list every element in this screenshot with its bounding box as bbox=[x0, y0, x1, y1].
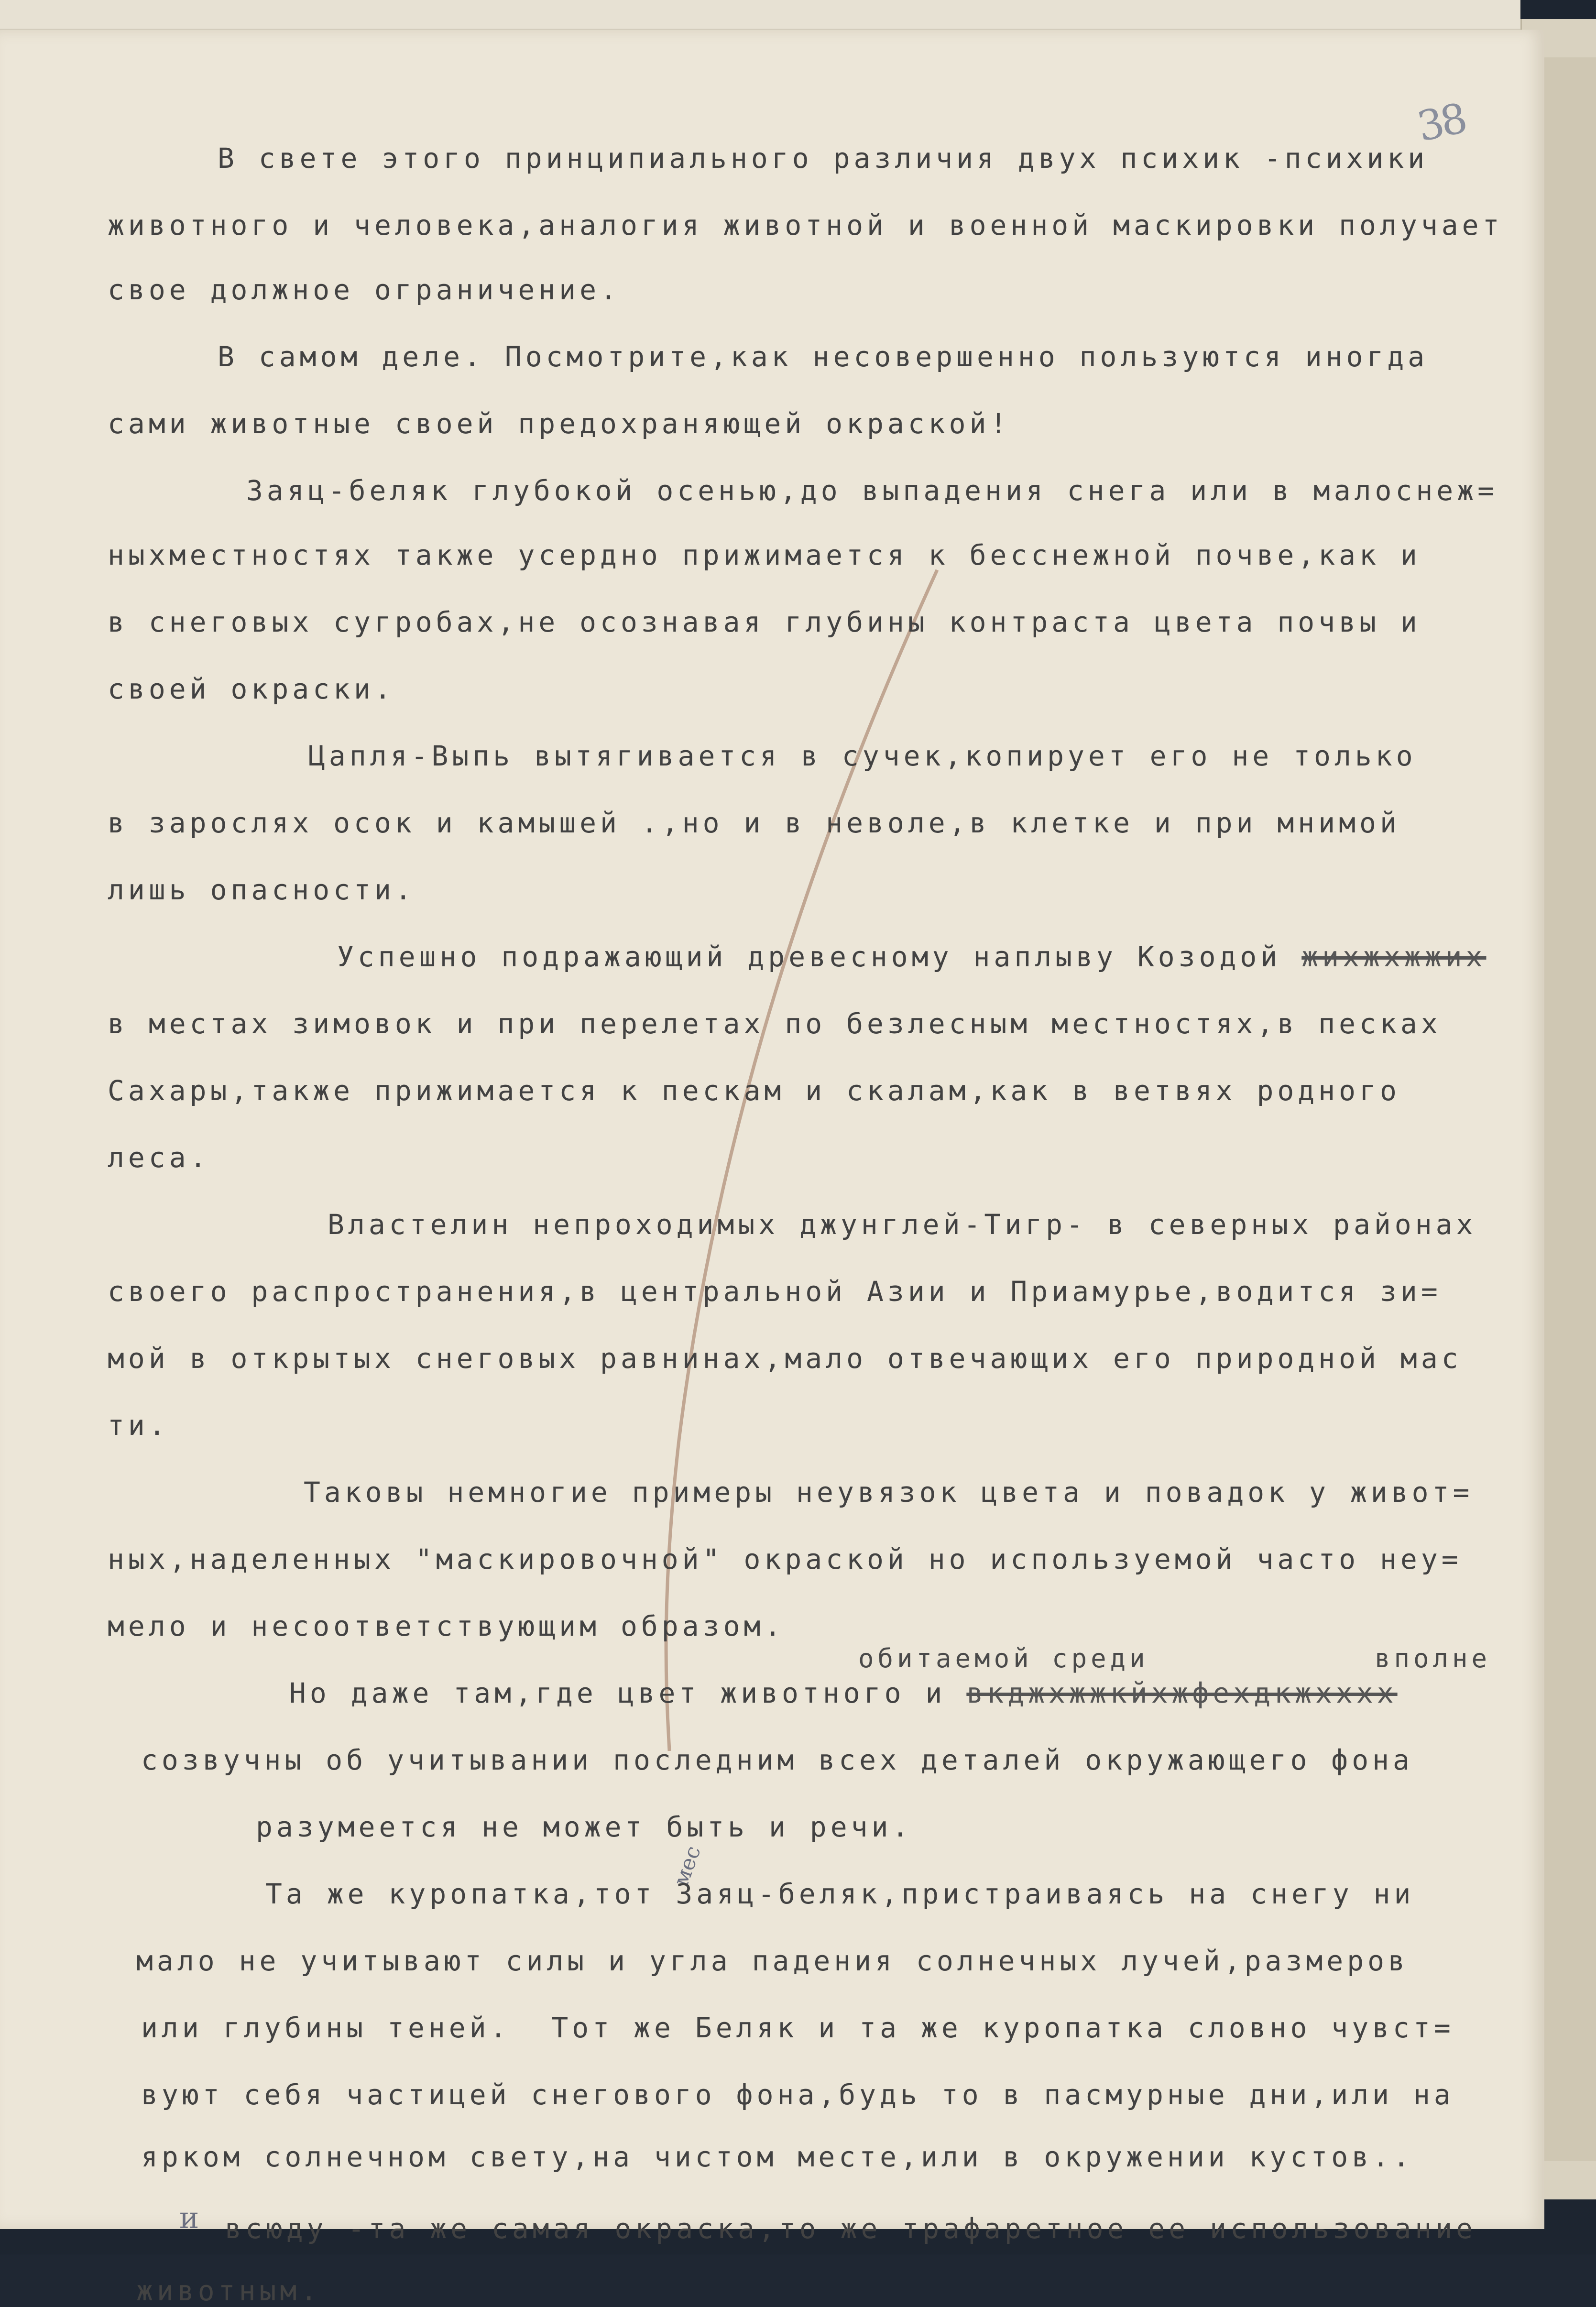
text-line: или глубины теней. Тот же Беляк и та же куропатка словно чувст= bbox=[141, 2012, 1454, 2044]
struck-word: жихжхжжих bbox=[1301, 940, 1487, 973]
text-line: животного и человека,аналогия животной и военной маскировки получает bbox=[108, 209, 1503, 241]
text-line: в снеговых сугробах,не осознавая глубины контраста цвета почвы и bbox=[108, 606, 1421, 638]
text-line bbox=[337, 940, 1487, 973]
text-line: ярком солнечном свету,на чистом месте,или в окружении кустов.. bbox=[141, 2141, 1413, 2173]
text-line: леса. bbox=[108, 1141, 210, 1174]
text-line: В самом деле. Посмотрите,как несовершенно пользуются иногда bbox=[218, 340, 1429, 373]
text-line: своего распространения,в центральной Азии и Приамурье,водится зи= bbox=[108, 1275, 1442, 1308]
text-segment: Успешно подражающий древесному наплыву Козодой bbox=[337, 940, 1281, 973]
text-line: вуют себя частицей снегового фона,будь то в пасмурные дни,или на bbox=[141, 2078, 1454, 2111]
text-line: мой в открытых снеговых равнинах,мало отвечающих его природной мас bbox=[108, 1342, 1462, 1375]
struck-phrase: вкджхжжкйхжфехдкжхххх bbox=[966, 1677, 1398, 1709]
typed-insertion: вполне bbox=[1375, 1643, 1491, 1673]
text-line: мало не учитывают силы и угла падения солнечных лучей,размеров bbox=[136, 1945, 1409, 1977]
text-line: ных,наделенных "маскировочной" окраской но используемой часто неу= bbox=[108, 1543, 1462, 1575]
text-line: в зарослях осок и камышей .,но и в неволе,в клетке и при мнимой bbox=[108, 807, 1400, 839]
text-line: животным. bbox=[136, 2274, 321, 2307]
folio-number: 38 bbox=[1413, 94, 1469, 152]
text-line: Таковы немногие примеры неувязок цвета и повадок у живот= bbox=[304, 1476, 1474, 1509]
typewritten-page bbox=[0, 30, 1544, 2307]
text-line: мело и несоответствующим образом. bbox=[108, 1610, 785, 1642]
underlying-sheet-edge bbox=[1544, 57, 1596, 2161]
handwritten-note: и bbox=[179, 2200, 199, 2235]
text-line: Цапля-Выпь вытягивается в сучек,копирует его не только bbox=[308, 740, 1417, 772]
top-paper-strip bbox=[0, 0, 1520, 30]
typed-insertion: обитаемой среди bbox=[858, 1643, 1149, 1673]
text-line bbox=[289, 1679, 1398, 1707]
text-line: ныхместностях также усердно прижимается к бесснежной почве,как и bbox=[108, 539, 1421, 571]
text-line: разумеется не может быть и речи. bbox=[256, 1811, 913, 1843]
text-line: своей окраски. bbox=[108, 673, 395, 705]
text-line: всюду -та же самая окраска,то же трафаретное ее использование bbox=[225, 2212, 1477, 2245]
text-line: Заяц-беляк глубокой осенью,до выпадения снега или в малоснеж= bbox=[246, 474, 1498, 507]
handwritten-note: мес bbox=[668, 1842, 706, 1890]
text-line: Властелин непроходимых джунглей-Тигр- в северных районах bbox=[328, 1208, 1477, 1241]
text-line: в местах зимовок и при перелетах по безлесным местностях,в песках bbox=[108, 1007, 1442, 1040]
text-line: Та же куропатка,тот Заяц-беляк,пристраиваясь на снегу ни bbox=[265, 1878, 1415, 1910]
text-line: сами животные своей предохраняющей окраской! bbox=[108, 407, 1011, 440]
text-line: В свете этого принципиального различия двух психик -психики bbox=[218, 142, 1429, 175]
text-line: Сахары,также прижимается к пескам и скалам,как в ветвях родного bbox=[108, 1074, 1400, 1107]
text-line: ти. bbox=[108, 1409, 169, 1442]
text-line: созвучны об учитывании последним всех деталей окружающего фона bbox=[141, 1744, 1413, 1776]
text-line: свое должное ограничение. bbox=[108, 273, 621, 306]
text-line: лишь опасности. bbox=[108, 874, 415, 906]
text-segment: Но даже там,где цвет животного и bbox=[289, 1677, 946, 1709]
